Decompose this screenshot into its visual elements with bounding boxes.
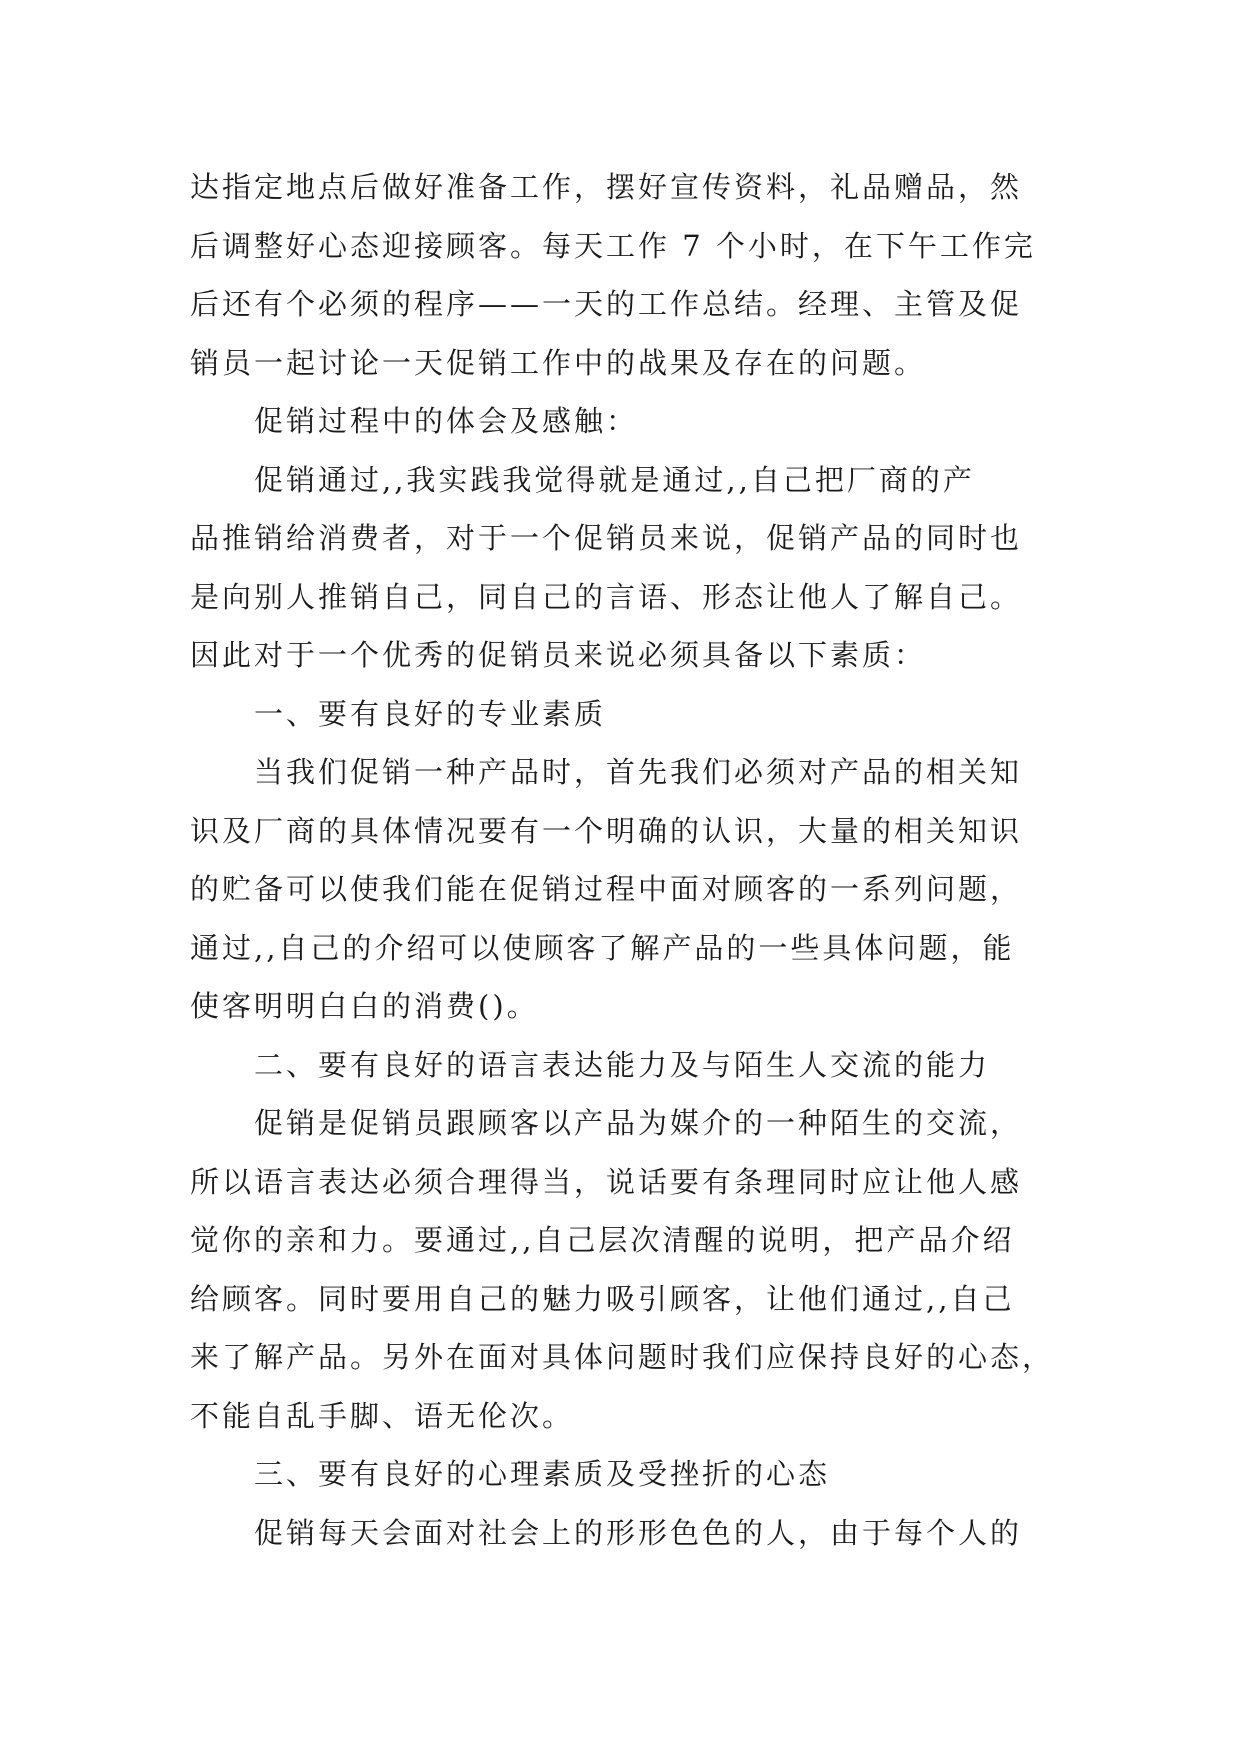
text-line: 觉你的亲和力。要通过,,自己层次清醒的说明，把产品介绍 [190,1223,1015,1257]
text-line: 是向别人推销自己，同自己的言语、形态让他人了解自己。 [190,579,1023,614]
text-line: 后调整好心态迎接顾客。每天工作 7 个小时，在下午工作完 [190,228,1036,263]
text-line: 的贮备可以使我们能在促销过程中面对顾客的一系列问题， [190,872,1023,906]
section-heading: 三、要有良好的心理素质及受挫折的心态 [254,1457,831,1491]
section-heading: 二、要有良好的语言表达能力及与陌生人交流的能力 [254,1047,991,1082]
text-line: 通过,,自己的介绍可以使顾客了解产品的一些具体问题，能 [190,930,1015,965]
text-line: 达指定地点后做好准备工作，摆好宣传资料，礼品赠品，然 [190,170,1023,204]
text-line: 使客明明白白的消费()。 [190,989,539,1023]
text-line: 促销通过,,我实践我觉得就是通过,,自己把厂商的产 [254,462,975,497]
text-line: 促销是促销员跟顾客以产品为媒介的一种陌生的交流， [254,1106,1023,1140]
text-line: 不能自乱手脚、语无伦次。 [190,1398,575,1433]
text-line: 后还有个必须的程序——一天的工作总结。经理、主管及促 [190,287,1023,321]
text-line: 因此对于一个优秀的促销员来说必须具备以下素质： [190,638,927,672]
section-heading: 一、要有良好的专业素质 [254,696,607,731]
text-line: 品推销给消费者，对于一个促销员来说，促销产品的同时也 [190,521,1023,555]
text-line: 识及厂商的具体情况要有一个明确的认识，大量的相关知识 [190,813,1023,848]
text-line: 销员一起讨论一天促销工作中的战果及存在的问题。 [190,345,927,380]
section-heading: 促销过程中的体会及感触： [254,404,639,438]
text-line: 促销每天会面对社会上的形形色色的人，由于每个人的 [254,1515,1023,1550]
document-body [190,158,1070,1562]
text-line: 给顾客。同时要用自己的魅力吸引顾客，让他们通过,,自己 [190,1281,1015,1316]
text-line: 所以语言表达必须合理得当，说话要有条理同时应让他人感 [190,1164,1023,1199]
text-line: 来了解产品。另外在面对具体问题时我们应保持良好的心态， [190,1340,1055,1374]
text-line: 当我们促销一种产品时，首先我们必须对产品的相关知 [254,755,1023,789]
